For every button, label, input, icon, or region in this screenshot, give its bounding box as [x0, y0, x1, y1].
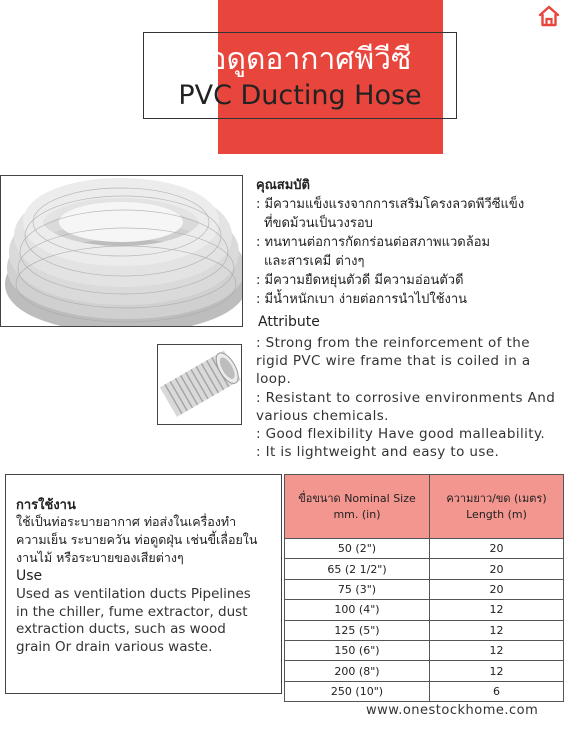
attribute-line: : Strong from the reinforcement of the: [256, 335, 530, 351]
usage-thai-line: ความเย็น ระบายควัน ท่อดูดฝุ่น เช่นขี้เลื่อยใน: [16, 532, 258, 547]
attribute-list: [256, 334, 565, 461]
attribute-line: rigid PVC wire frame that is coiled in a: [256, 353, 531, 370]
usage-english-text: [16, 586, 282, 656]
size-cell: 65 (2 1/2"): [285, 559, 430, 579]
attribute-line: various chemicals.: [256, 407, 389, 424]
attribute-heading: Attribute: [258, 314, 320, 330]
length-header-line1: ความยาว/ขด (เมตร): [446, 491, 547, 505]
table-row: [285, 539, 564, 559]
table-row: [285, 579, 564, 599]
usage-thai-text: [16, 513, 280, 567]
length-cell: 20: [430, 579, 564, 599]
page-title-english: PVC Ducting Hose: [178, 80, 422, 111]
nominal-size-header: [285, 475, 430, 539]
attribute-line: : Good flexibility Have good malleability.: [256, 426, 546, 443]
properties-thai-line: : มีความยืดหยุ่นตัวดี มีความอ่อนตัวดี: [256, 273, 464, 288]
hose-coil-image: [0, 175, 243, 327]
size-cell: 75 (3"): [285, 579, 430, 599]
properties-thai-line: : มีความแข็งแรงจากการเสริมโครงลวดพีวีซีแข็ง: [256, 197, 525, 212]
length-cell: 6: [430, 681, 564, 701]
usage-english-line: extraction ducts, such as wood: [16, 621, 226, 637]
length-cell: 12: [430, 600, 564, 620]
nominal-size-header-line1: ขื่อขนาด Nominal Size: [298, 491, 416, 505]
usage-english-line: Used as ventilation ducts Pipelines: [16, 586, 251, 602]
usage-thai-line: ใช้เป็นท่อระบายอากาศ ท่อส่งในเครื่องทำ: [16, 514, 237, 529]
size-cell: 250 (10"): [285, 681, 430, 701]
home-icon[interactable]: [537, 4, 561, 28]
size-cell: 200 (8"): [285, 661, 430, 681]
usage-english-line: in the chiller, fume extractor, dust: [16, 603, 248, 620]
usage-english-heading: Use: [16, 568, 43, 584]
properties-thai-line: ที่ขดม้วนเป็นวงรอบ: [264, 216, 373, 231]
size-cell: 50 (2"): [285, 539, 430, 559]
table-row: [285, 661, 564, 681]
size-table: [284, 474, 564, 702]
usage-thai-line: งานไม้ หรือระบายของเสียต่างๆ: [16, 550, 184, 565]
attribute-line: loop.: [256, 371, 292, 388]
usage-english-line: grain Or drain various waste.: [16, 638, 213, 655]
attribute-line: : It is lightweight and easy to use.: [256, 444, 500, 461]
table-row: [285, 640, 564, 660]
table-row: [285, 559, 564, 579]
size-cell: 150 (6"): [285, 640, 430, 660]
hose-closeup-image: [157, 344, 242, 425]
table-header-row: [285, 475, 564, 539]
table-row: [285, 620, 564, 640]
table-row: [285, 681, 564, 701]
length-cell: 12: [430, 620, 564, 640]
attribute-line: : Resistant to corrosive environments And: [256, 389, 556, 406]
length-cell: 20: [430, 539, 564, 559]
length-header: [430, 475, 564, 539]
length-cell: 12: [430, 661, 564, 681]
table-row: [285, 600, 564, 620]
properties-thai-line: : มีน้ำหนักเบา ง่ายต่อการนำไปใช้งาน: [256, 292, 468, 307]
properties-thai-section: [256, 176, 556, 309]
properties-thai-line: : ทนทานต่อการกัดกร่อนต่อสภาพแวดล้อม: [256, 235, 491, 250]
website-link[interactable]: www.onestockhome.com: [366, 703, 539, 718]
length-cell: 12: [430, 640, 564, 660]
length-header-line2: Length (m): [466, 507, 527, 521]
page-title-thai: ท่อดูดอากาศพีวีซี: [188, 42, 412, 77]
size-cell: 100 (4"): [285, 600, 430, 620]
properties-thai-heading: คุณสมบัติ: [256, 178, 310, 193]
length-cell: 20: [430, 559, 564, 579]
nominal-size-header-line2: mm. (in): [333, 507, 381, 521]
properties-thai-line: และสารเคมี ต่างๆ: [264, 254, 365, 269]
size-cell: 125 (5"): [285, 620, 430, 640]
usage-thai-heading: การใช้งาน: [16, 498, 76, 513]
